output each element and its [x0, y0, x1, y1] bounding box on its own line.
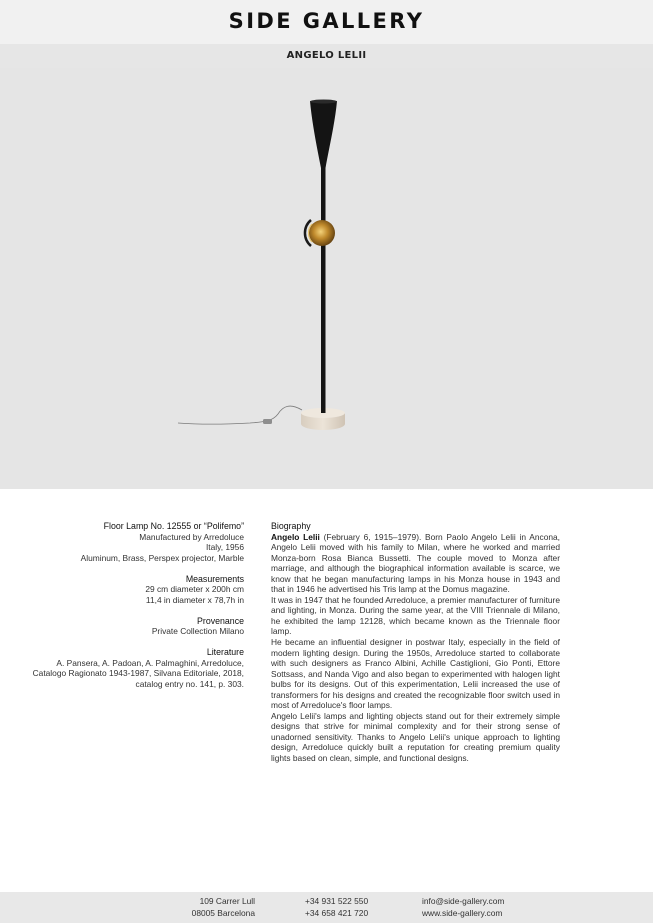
biography-paragraph: He became an influential designer in postwar Italy, especially in the field of modern lighting design. During the 1950s, Arredoluce started to collaborate with such designers as Franco Albini, Achille Castiglioni, Gio Ponti, Ettore Sottsass, and Nanda Vigo and also began to experimented with halogen light bulbs for its designs. Out of this experimentation, Lelii increased the use of transformers for his designs and created the recognizable floor switch used in most of Arredoluce's floor lamps. — [271, 637, 560, 711]
product-photo — [0, 68, 653, 489]
site-footer — [0, 892, 653, 923]
biography-paragraph: It was in 1947 that he founded Arredoluce, a premier manufacturer of furniture and lighting, in Monza. During the same year, at the VIII Triennale di Milano, he exhibited the lamp 12128, which became known as the Triennale floor lamp. — [271, 594, 560, 637]
artist-name: ANGELO LELII — [286, 50, 367, 61]
literature-line: A. Pansera, A. Padoan, A. Palmaghini, Arredoluce, — [56, 657, 244, 668]
product-title: Floor Lamp No. 12555 or “Polifemo” — [103, 521, 244, 531]
literature-line: catalog entry no. 141, p. 303. — [135, 678, 244, 689]
biography-text: (February 6, 1915–1979). Born Paolo Angelo Lelii in Ancona, Angelo Lelii moved with his family to Milan, where he worked and married Monza-born Rosa Bianca Bussetti. The couple moved to Monza after marriage, and although the biographical information available is scarce, we know that he began manufacturing lamps in his Monza house in 1943 and that in 1946 he advertised his Tris lamp at the Domus magazine. — [271, 531, 560, 595]
product-manufacturer: Manufactured by Arredoluce — [139, 531, 244, 542]
lamp-shade — [310, 101, 337, 168]
site-header — [0, 0, 653, 44]
address-city: 08005 Barcelona — [191, 907, 255, 918]
footer-contact — [422, 896, 504, 919]
biography-paragraph: Angelo Lelii's lamps and lighting objects stand out for their extremely simple designs that strive for minimal complexity and for their strong sense of unadorned sensitivity. Thanks to Angelo Lelii's unique approach to lighting design, Arredoluce quickly built a reputation for creating premium quality lights based on clean, simple, and functional designs. — [271, 710, 560, 764]
footer-phones — [305, 896, 368, 919]
provenance-section — [10, 616, 244, 637]
brass-projector — [309, 220, 335, 246]
phone-link[interactable]: +34 658 421 720 — [305, 907, 369, 918]
brand-logo[interactable]: SIDE GALLERY — [228, 9, 425, 33]
product-info — [10, 521, 244, 563]
measurements-imperial: 11,4 in diameter x 78,7h in — [145, 594, 244, 605]
artist-bar — [0, 44, 653, 68]
phone-link[interactable]: +34 931 522 550 — [305, 896, 369, 906]
floor-lamp-illustration — [0, 68, 653, 489]
website-link[interactable]: www.side-gallery.com — [422, 907, 503, 918]
biography-section — [271, 521, 560, 764]
footer-address — [187, 896, 255, 919]
literature-heading: Literature — [206, 646, 244, 657]
literature-section — [10, 647, 244, 689]
biography-heading: Biography — [271, 521, 311, 531]
address-street: 109 Carrer Lull — [199, 896, 255, 906]
measurements-heading: Measurements — [185, 573, 244, 584]
provenance-text: Private Collection Milano — [151, 626, 244, 637]
lamp-stem — [321, 163, 326, 413]
floor-switch — [263, 419, 272, 424]
power-cable — [178, 406, 302, 424]
literature-line: Catalogo Ragionato 1943-1987, Silvana Editoriale, 2018, — [32, 668, 244, 679]
product-materials: Aluminum, Brass, Perspex projector, Marble — [80, 552, 244, 563]
provenance-heading: Provenance — [197, 615, 244, 626]
biography-name: Angelo Lelii — [271, 531, 320, 542]
product-details — [10, 521, 244, 699]
measurements-section — [10, 574, 244, 606]
lamp-shade-rim — [310, 100, 337, 104]
product-origin: Italy, 1956 — [205, 542, 244, 553]
biography-paragraph — [271, 532, 560, 595]
email-link[interactable]: info@side-gallery.com — [422, 896, 505, 906]
measurements-metric: 29 cm diameter x 200h cm — [145, 584, 244, 595]
